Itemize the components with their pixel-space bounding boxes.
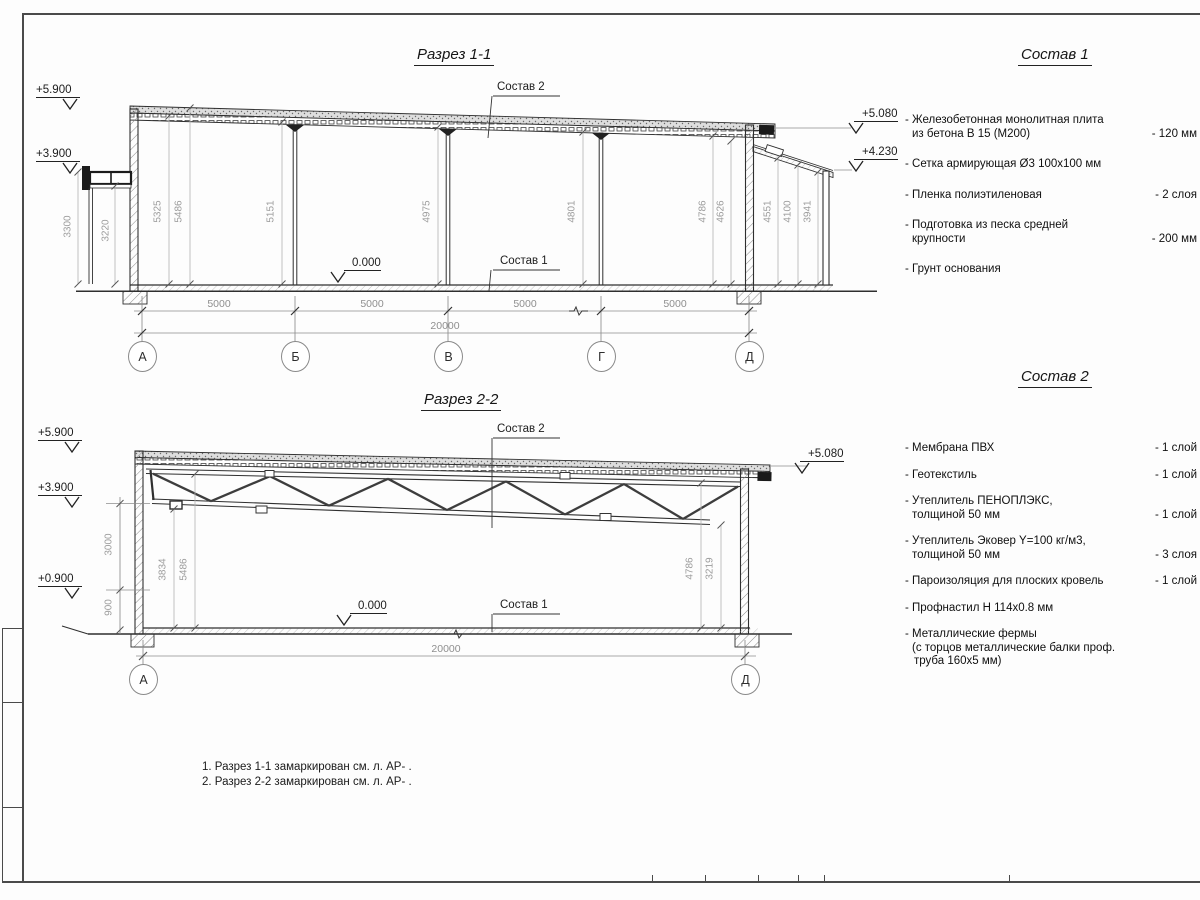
s2-elev-3900: +3.900	[38, 482, 82, 496]
s1-dim-5000-4: 5000	[663, 298, 687, 310]
section2-title: Разрез 2-2	[421, 391, 501, 411]
s1-dim-3941: 3941	[802, 200, 814, 223]
s2-dim-4786: 4786	[684, 557, 696, 580]
note-line-1: 1. Разрез 1-1 замаркирован см. л. АР- .	[202, 761, 412, 773]
s1-dim-20000: 20000	[430, 320, 460, 332]
elevation-arrow-icon	[848, 160, 864, 172]
material-name: из бетона В 15 (М200)	[912, 127, 1031, 140]
material-name: - Сетка армирующая Ø3 100х100 мм	[905, 158, 1102, 170]
s2-elev-5900: +5.900	[38, 427, 82, 441]
material-name: - Подготовка из песка средней	[905, 219, 1069, 231]
s1-axis-g: Г	[587, 341, 616, 372]
material-item	[905, 535, 1199, 562]
s2-axis-a: А	[129, 664, 158, 695]
material-name: - Пароизоляция для плоских кровель	[905, 575, 1104, 587]
note-line-2: 2. Разрез 2-2 замаркирован см. л. АР- .	[202, 776, 412, 788]
elevation-arrow-icon	[330, 271, 346, 283]
material-item	[905, 263, 1199, 277]
s1-dim-4801: 4801	[566, 200, 578, 223]
s1-elev-4230: +4.230	[854, 146, 898, 160]
s1-dim-3300: 3300	[62, 215, 74, 238]
s1-dim-4551: 4551	[762, 200, 774, 223]
s1-dim-3220: 3220	[100, 219, 112, 242]
s1-elev-5080: +5.080	[854, 108, 898, 122]
material-name: - Пленка полиэтиленовая	[905, 188, 1042, 201]
s2-leader-sostav2: Состав 2	[497, 423, 545, 435]
s2-dim-3834: 3834	[157, 558, 169, 581]
material-name: (с торцов металлические балки проф.	[912, 641, 1116, 654]
s1-dim-4626: 4626	[715, 200, 727, 223]
elevation-arrow-icon	[64, 587, 80, 599]
material-item	[905, 575, 1199, 589]
material-name: толщиной 50 мм	[912, 548, 1001, 561]
s1-dim-5325: 5325	[152, 200, 164, 223]
section1-title: Разрез 1-1	[414, 46, 494, 66]
material-value: - 1 слой	[1154, 442, 1197, 454]
s1-axis-b: Б	[281, 341, 310, 372]
material-name: - Мембрана ПВХ	[905, 442, 995, 454]
s1-dim-5151: 5151	[265, 200, 277, 223]
elevation-arrow-icon	[62, 162, 78, 174]
material-item	[905, 469, 1199, 483]
elevation-arrow-icon	[848, 122, 864, 134]
material-item	[905, 189, 1199, 203]
material-list-1	[905, 114, 1199, 277]
sostav1-title: Состав 1	[1018, 46, 1092, 66]
material-name: - Утеплитель ПЕНОПЛЭКС,	[905, 495, 1053, 507]
s1-elev-3900: +3.900	[36, 148, 80, 162]
s2-dim-20000: 20000	[431, 643, 461, 655]
s2-elev-5080: +5.080	[800, 448, 844, 462]
material-name: - Металлические фермы	[905, 628, 1037, 640]
elevation-arrow-icon	[64, 496, 80, 508]
s2-dim-5486: 5486	[178, 558, 190, 581]
material-list-2	[905, 442, 1199, 669]
material-name: - Утеплитель Эковер Y=100 кг/м3,	[905, 535, 1086, 547]
s1-axis-a: А	[128, 341, 157, 372]
material-value: - 1 слой	[1154, 468, 1197, 481]
material-value: - 1 слой	[1154, 575, 1197, 587]
material-name: труба 160х5 мм)	[914, 655, 1002, 667]
elevation-arrow-icon	[794, 462, 810, 474]
s2-elev-0900: +0.900	[38, 573, 82, 587]
material-value: - 3 слоя	[1155, 548, 1197, 561]
material-value: - 2 слоя	[1155, 188, 1197, 201]
sostav2-title: Состав 2	[1018, 368, 1092, 388]
material-name: крупности	[912, 232, 966, 245]
material-name: - Профнастил Н 114х0.8 мм	[905, 601, 1054, 614]
notes-block	[202, 760, 412, 790]
material-value: - 1 слой	[1154, 508, 1197, 521]
s2-dim-3219: 3219	[704, 557, 716, 580]
s2-floor-mark: 0.000	[350, 600, 387, 614]
s2-leader-sostav1: Состав 1	[500, 599, 548, 611]
material-name: - Железобетонная монолитная плита	[905, 114, 1104, 126]
elevation-arrow-icon	[62, 98, 78, 110]
s1-floor-mark: 0.000	[344, 257, 381, 271]
s1-dim-4100: 4100	[782, 200, 794, 223]
material-item	[905, 495, 1199, 522]
material-item	[905, 602, 1199, 616]
s1-leader-sostav2: Состав 2	[497, 81, 545, 93]
s1-dim-4975: 4975	[421, 200, 433, 223]
s2-dim-3000: 3000	[103, 533, 115, 556]
material-value: - 120 мм	[1151, 127, 1197, 140]
s1-axis-d: Д	[735, 341, 764, 372]
s1-elev-5900: +5.900	[36, 84, 80, 98]
material-item	[905, 628, 1199, 669]
material-item	[905, 114, 1199, 141]
material-item	[905, 158, 1199, 172]
material-item	[905, 219, 1199, 246]
material-name: - Грунт основания	[905, 263, 1001, 275]
s1-dim-4786: 4786	[697, 200, 709, 223]
s1-dim-5000-2: 5000	[360, 298, 384, 310]
s2-axis-d: Д	[731, 664, 760, 695]
s1-leader-sostav1: Состав 1	[500, 255, 548, 267]
material-name: толщиной 50 мм	[912, 508, 1001, 521]
s1-dim-5000-1: 5000	[207, 298, 231, 310]
elevation-arrow-icon	[336, 614, 352, 626]
material-name: - Геотекстиль	[905, 468, 977, 481]
s1-dim-5000-3: 5000	[513, 298, 537, 310]
elevation-arrow-icon	[64, 441, 80, 453]
material-item	[905, 442, 1199, 456]
s1-dim-5486: 5486	[173, 200, 185, 223]
s2-dim-900: 900	[103, 599, 115, 616]
material-value: - 200 мм	[1151, 232, 1197, 245]
s1-axis-v: В	[434, 341, 463, 372]
